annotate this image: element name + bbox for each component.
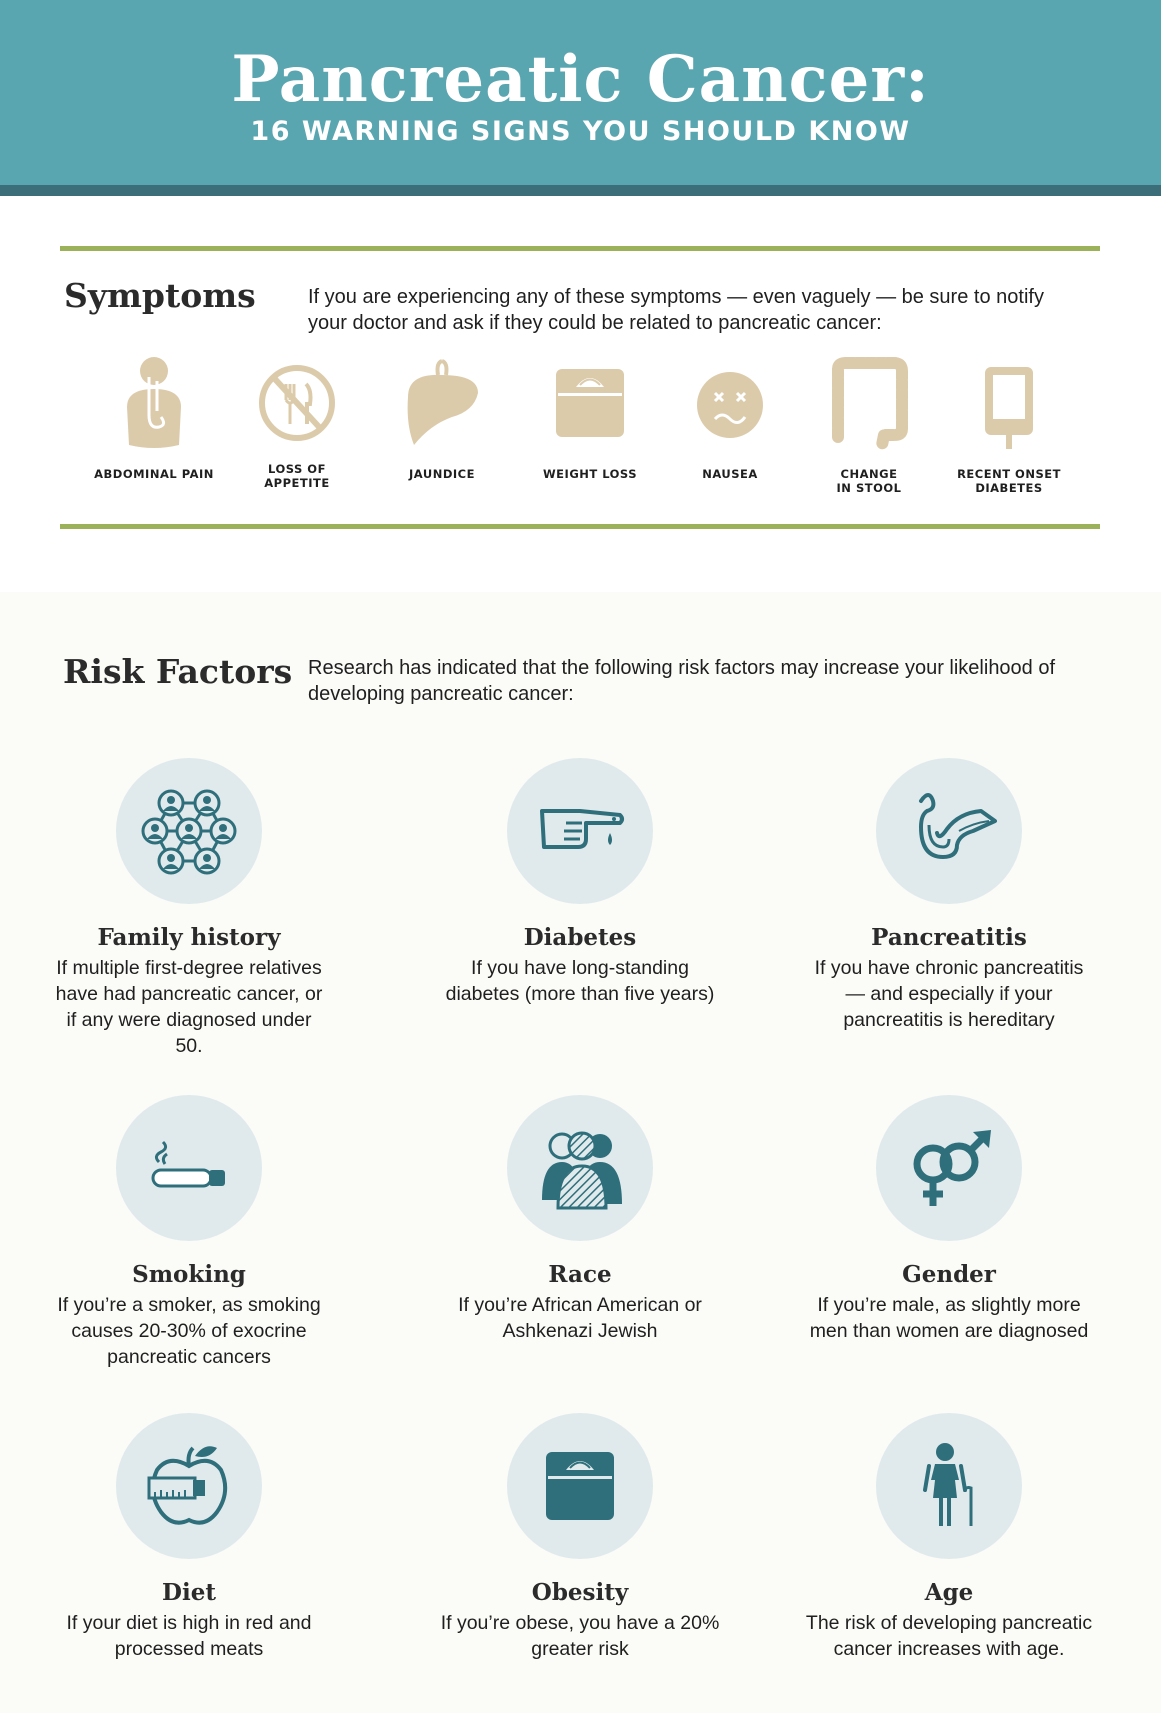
risk-description: If you’re obese, you have a 20% greater risk — [440, 1612, 720, 1660]
icon-circle — [116, 1095, 262, 1241]
symptom-label: JAUNDICE — [409, 467, 475, 481]
symptom-label: CHANGE IN STOOL — [836, 467, 902, 495]
risk-description: If you’re a smoker, as smoking causes 20-30% of exocrine pancreatic cancers — [57, 1294, 321, 1368]
symptoms-intro: If you are experiencing any of these symptoms — even vaguely — be sure to notify your doctor and ask if they could be related to pancreatic cancer: — [308, 286, 1044, 334]
icon-circle — [876, 1413, 1022, 1559]
symptom-change-in-stool — [799, 355, 939, 495]
apple-tape-icon — [139, 1436, 239, 1536]
abdominal-pain-icon — [119, 355, 189, 451]
icon-circle — [507, 1413, 653, 1559]
risk-factors-intro: Research has indicated that the following risk factors may increase your likelihood of developing pancreatic cancer: — [308, 657, 1056, 705]
symptom-recent-onset-diabetes — [939, 355, 1079, 495]
symptom-nausea — [660, 355, 800, 481]
risk-smoking — [44, 1095, 334, 1370]
risk-title: Age — [924, 1579, 974, 1606]
symptom-weight-loss — [520, 355, 660, 481]
bottom-divider — [60, 524, 1100, 529]
nausea-face-icon — [695, 355, 765, 451]
family-tree-icon — [139, 781, 239, 881]
symptom-label: NAUSEA — [702, 467, 758, 481]
risk-title: Race — [548, 1261, 612, 1288]
header-banner — [0, 0, 1161, 196]
risk-age — [804, 1413, 1094, 1662]
loss-of-appetite-icon — [254, 360, 340, 446]
finger-prick-icon — [530, 781, 630, 881]
liver-icon — [402, 355, 482, 451]
risk-pancreatitis — [804, 758, 1094, 1033]
page-subtitle: 16 WARNING SIGNS YOU SHOULD KNOW — [250, 116, 911, 147]
risk-title: Gender — [902, 1261, 996, 1288]
risk-gender — [804, 1095, 1094, 1344]
risk-factors-title: Risk Factors — [63, 652, 293, 691]
top-divider — [60, 246, 1100, 251]
symptom-label: LOSS OF APPETITE — [264, 462, 330, 490]
symptom-label: WEIGHT LOSS — [543, 467, 637, 481]
risk-description: If your diet is high in red and processed meats — [66, 1612, 312, 1660]
risk-description: If you have chronic pancreatitis — and especially if your pancreatitis is hereditary — [814, 957, 1084, 1031]
risk-description: If you’re male, as slightly more men than women are diagnosed — [809, 1294, 1089, 1342]
risk-title: Diabetes — [523, 924, 637, 951]
elderly-person-icon — [899, 1436, 999, 1536]
risk-obesity — [435, 1413, 725, 1662]
risk-title: Smoking — [132, 1261, 246, 1288]
risk-description: If multiple first-degree relatives have had pancreatic cancer, or if any were diagnosed under 50. — [55, 957, 323, 1057]
cigarette-icon — [139, 1118, 239, 1218]
symptom-label: RECENT ONSET DIABETES — [957, 467, 1061, 495]
risk-title: Pancreatitis — [871, 924, 1027, 951]
icon-circle — [116, 1413, 262, 1559]
risk-description: If you have long-standing diabetes (more than five years) — [445, 957, 715, 1005]
symptoms-title: Symptoms — [64, 276, 256, 315]
icon-circle — [507, 1095, 653, 1241]
risk-description: If you’re African American or Ashkenazi Jewish — [458, 1294, 702, 1342]
scale-icon — [530, 1436, 630, 1536]
glucose-meter-icon — [979, 355, 1039, 451]
page-title: Pancreatic Cancer: — [231, 42, 930, 117]
icon-circle — [876, 1095, 1022, 1241]
risk-title: Family history — [97, 924, 281, 951]
scale-icon — [554, 355, 626, 451]
risk-title: Diet — [162, 1579, 216, 1606]
symptom-jaundice — [372, 355, 512, 481]
risk-diabetes — [435, 758, 725, 1007]
risk-title: Obesity — [531, 1579, 629, 1606]
risk-race — [435, 1095, 725, 1344]
intestine-icon — [828, 355, 910, 451]
pancreas-icon — [899, 781, 999, 881]
risk-family-history — [44, 758, 334, 1059]
risk-diet — [44, 1413, 334, 1662]
risk-description: The risk of developing pancreatic cancer increases with age. — [805, 1612, 1093, 1660]
people-icon — [530, 1118, 630, 1218]
symptom-label: ABDOMINAL PAIN — [94, 467, 214, 481]
icon-circle — [116, 758, 262, 904]
symptom-abdominal-pain — [84, 355, 224, 481]
icon-circle — [507, 758, 653, 904]
icon-circle — [876, 758, 1022, 904]
gender-symbols-icon — [899, 1118, 999, 1218]
symptom-loss-of-appetite — [227, 355, 367, 490]
